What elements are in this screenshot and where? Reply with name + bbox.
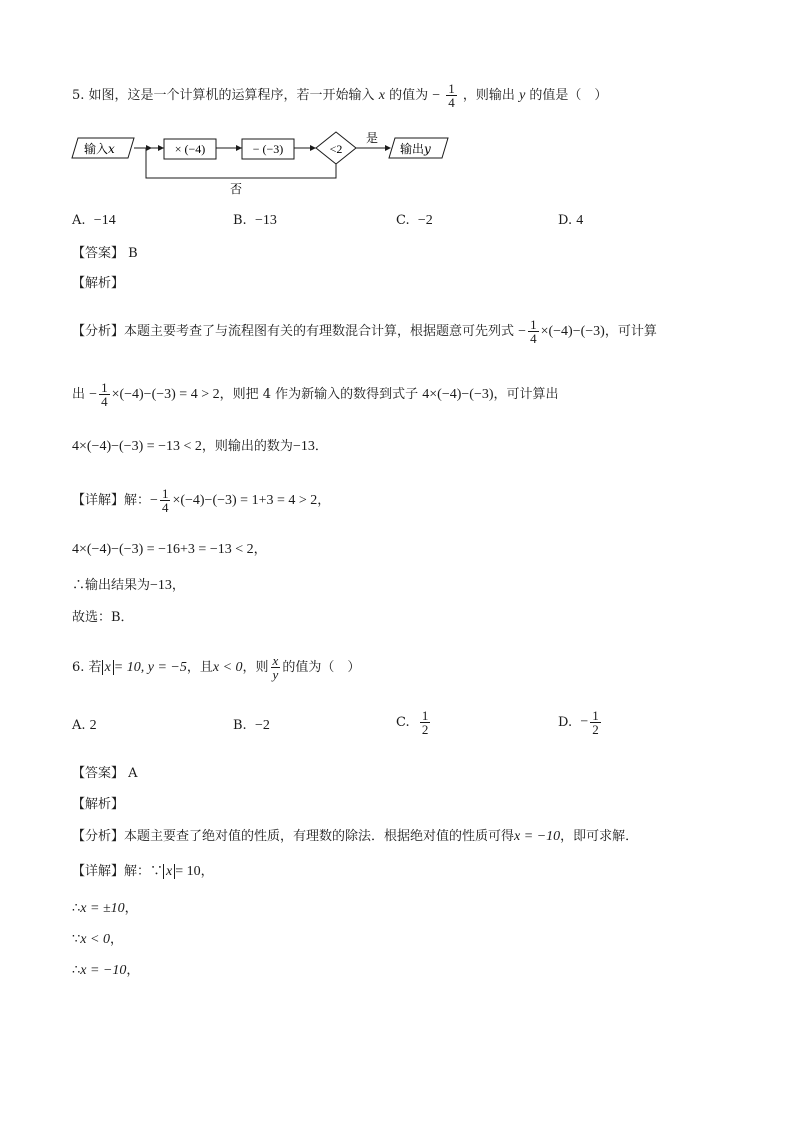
detail-text: ∴ [72,901,81,916]
q6-stem-e: ，则 [242,660,269,675]
detail-text: ， [253,542,267,557]
q5-detail-line2 [72,540,267,560]
q5-stem-a: 如图，这是一个计算机的运算程序，若一开始输入 [88,88,375,103]
q5-detail-line3 [72,576,185,596]
detail-expr: ×(−4)−(−3) = 1+3 = 4 > 2 [172,493,318,508]
detail-expr: x = ±10 [80,901,125,916]
flow-no-label: 否 [230,182,243,196]
q6-jiexi [72,795,124,815]
analysis-expr: −13 [292,439,315,454]
q6-detail-line4 [72,961,139,981]
detail-text: ∵ [72,932,81,947]
flow-box2-text: − (−3) [252,142,284,156]
q6-answer [72,764,138,784]
q5-var-x: x [378,88,385,103]
q5-minus: − [432,88,441,103]
analysis-expr: x = −10 [514,829,561,844]
analysis-text: ． [314,439,328,454]
analysis-text: 本题主要查了绝对值的性质，有理数的除法．根据绝对值的性质可得 [124,829,515,844]
q5-fraction [446,82,457,109]
detail-text: ∴ [72,963,81,978]
q5-option-b[interactable] [233,213,277,229]
detail-text: 解： [124,493,151,508]
q5-var-y: y [519,88,526,103]
q6-fraction: $\frac{x}{y}$ [272,653,279,682]
q5-stem [72,82,607,109]
detail-expr: x = −10 [80,963,127,978]
analysis-expr: 4×(−4)−(−3) [422,387,494,402]
detail-tag: 【详解】 [72,493,125,508]
option-text: −14 [93,213,116,228]
jiexi-tag: 【解析】 [72,276,125,291]
detail-text: ， [126,963,140,978]
abs-x: x [163,864,175,879]
detail-tag: 【详解】 [72,864,125,879]
q5-detail-line1: 【详解】解：− $\frac{1}{4}$ ×(−4)−(−3) = 1+3 = 4 > 2， [72,486,331,515]
q6-stem-d: x < 0 [212,660,243,675]
jiexi-tag: 【解析】 [72,797,125,812]
q6-abs-x: x [102,660,114,675]
analysis-expr: ×(−4)−(−3) = 4 > 2 [111,387,220,402]
option-letter: A. [72,213,86,228]
q5-option-d[interactable] [558,213,583,229]
analysis-text: 出 [72,387,86,402]
detail-text: ， [124,901,138,916]
detail-text: ， [109,932,123,947]
option-letter: D. [558,715,573,730]
detail-text: ， [200,864,214,879]
answer-value: A [128,766,138,781]
option-text: −13 [254,213,277,228]
q5-frac-num: 1 [448,81,455,96]
q5-detail-line4 [72,608,134,628]
analysis-text: 本题主要考查了与流程图有关的有理数混合计算，根据题意可先列式 [124,324,515,339]
q5-option-a[interactable] [72,213,116,229]
q6-stem [72,654,360,681]
q6-option-a[interactable] [72,718,97,734]
q6-number: 6. [72,660,85,675]
option-letter: B. [233,718,247,733]
q5-jiexi [72,274,124,294]
q5-stem-b: 的值为 [389,88,429,103]
flow-input-text: 输入x [84,142,115,156]
option-letter: C. [396,715,410,730]
fraction-quarter: $\frac{1}{4}$ [530,317,537,346]
flow-cond-text: <2 [329,142,343,156]
q6-option-d[interactable] [558,709,603,736]
flow-yes-label: 是 [366,131,379,145]
q5-number: 5. [72,88,85,103]
answer-tag: 【答案】 [72,766,125,781]
detail-text: 故选：B． [72,610,134,625]
option-fraction: $\frac{1}{2}$ [592,708,599,737]
q6-detail-line3 [72,930,123,950]
detail-expr: x < 0 [80,932,110,947]
flow-box1-text: × (−4) [174,142,206,156]
analysis-expr: 4×(−4)−(−3) = −13 < 2 [72,439,202,454]
analysis-tag: 【分析】 [72,324,125,339]
q5-stem-d: 的值是（ ） [529,88,608,103]
analysis-text: ，可计算出 [493,387,559,402]
q6-detail-line1 [72,862,214,882]
detail-expr: = 10 [175,864,201,879]
option-letter: C. [396,213,410,228]
q6-option-c[interactable] [396,709,432,736]
flow-output-text: 输出y [400,142,431,156]
fraction-quarter: $\frac{1}{4}$ [101,380,108,409]
answer-tag: 【答案】 [72,246,125,261]
q5-analysis-line1: 【分析】本题主要考查了与流程图有关的有理数混合计算，根据题意可先列式 − $\frac{1}{4}$ ×(−4)−(−3)，可计算 [72,317,657,346]
detail-text: ， [317,493,331,508]
option-fraction: $\frac{1}{2}$ [421,708,429,737]
q5-analysis-line3 [72,437,328,457]
option-letter: D. [558,213,573,228]
q5-answer [72,244,138,264]
q5-stem-c: ，则输出 [462,88,515,103]
option-text: −2 [254,718,270,733]
q6-stem-b: = 10, y = −5 [113,660,187,675]
analysis-text: ，可计算 [604,324,657,339]
q6-stem-a: 若 [88,660,102,675]
q5-flowchart [70,128,460,200]
detail-expr: −13 [150,578,172,593]
q5-analysis-line2: 出 − $\frac{1}{4}$ ×(−4)−(−3) = 4 > 2，则把 4 作为新输入的数得到式子 4×(−4)−(−3)，可计算出 [72,380,559,409]
detail-text: ， [171,578,185,593]
detail-text: 解：∵ [124,864,164,879]
analysis-text: ，则把 4 作为新输入的数得到式子 [219,387,419,402]
option-text: 2 [89,718,97,733]
detail-expr: 4×(−4)−(−3) = −16+3 = −13 < 2 [72,542,254,557]
q5-option-c[interactable] [396,213,433,229]
option-sign: − [580,714,589,730]
option-text: −2 [417,213,433,228]
analysis-expr: ×(−4)−(−3) [540,324,605,339]
analysis-text: ，则输出的数为 [201,439,293,454]
fraction-quarter: $\frac{1}{4}$ [161,486,169,515]
analysis-text: ，即可求解． [560,829,639,844]
q6-stem-c: ，且 [186,660,213,675]
analysis-tag: 【分析】 [72,829,125,844]
option-letter: A. [72,718,86,733]
q6-option-b[interactable] [233,718,270,734]
detail-text: ∴输出结果为 [72,578,151,593]
q6-analysis [72,827,638,847]
q5-frac-den: 4 [448,95,455,110]
q6-detail-line2 [72,899,138,919]
option-letter: B. [233,213,247,228]
option-text: 4 [576,213,584,228]
q6-stem-f: 的值为（ ） [282,660,361,675]
answer-value: B [128,246,138,261]
